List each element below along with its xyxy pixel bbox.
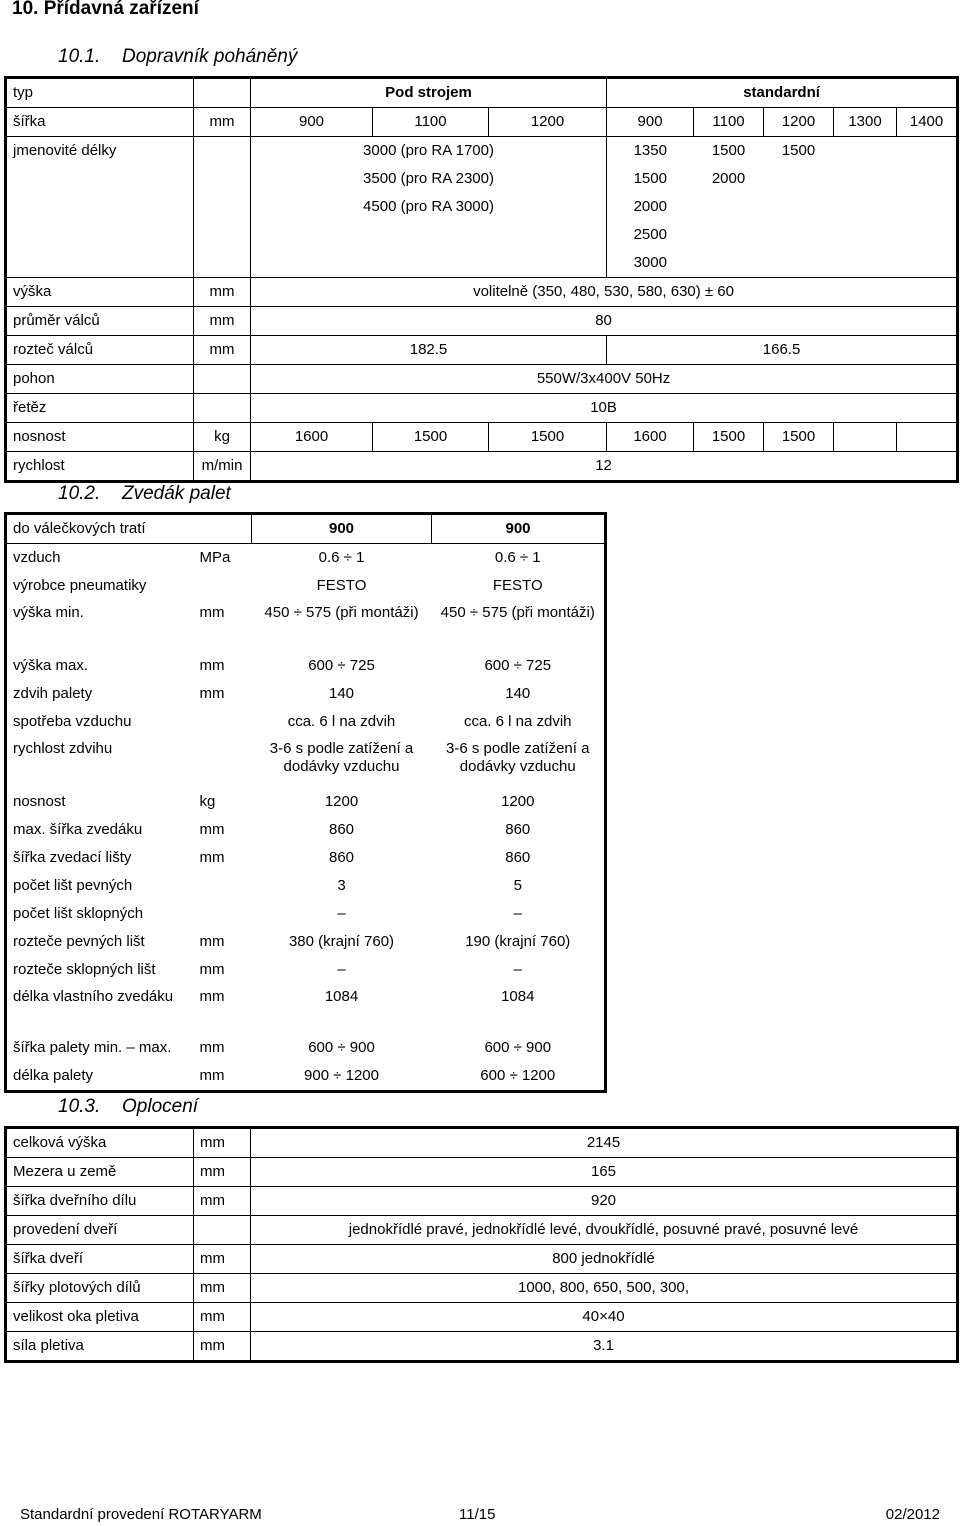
unit: mm — [194, 1274, 251, 1303]
table-row — [6, 452, 958, 482]
row-label: šířka dveřního dílu — [6, 1187, 194, 1216]
table-cell: 1200 — [764, 108, 834, 137]
table-row — [6, 736, 606, 788]
row-label: počet lišt sklopných — [13, 905, 144, 922]
pallet-lift-table — [4, 512, 607, 1093]
table-row — [6, 1303, 958, 1332]
table-row — [6, 394, 958, 423]
table-cell: jednokřídlé pravé, jednokřídlé levé, dvoukřídlé, posuvné pravé, posuvné levé — [251, 1216, 958, 1245]
row-label: celková výška — [6, 1128, 194, 1158]
table-row — [6, 600, 606, 652]
table-cell: 1200 — [501, 793, 535, 810]
table-cell: 3.1 — [251, 1332, 958, 1362]
table-row — [6, 1062, 606, 1092]
group-header-standard: standardní — [607, 78, 958, 108]
table-cell: 1500 — [764, 423, 834, 452]
table-cell: 3000 — [607, 249, 694, 278]
table-row — [6, 221, 958, 249]
table-cell: 10B — [251, 394, 958, 423]
row-label: rychlost — [13, 457, 65, 474]
unit: mm — [194, 108, 251, 137]
table-cell: 920 — [251, 1187, 958, 1216]
row-label: jmenovité délky — [13, 142, 117, 159]
unit: mm — [194, 1158, 251, 1187]
table-cell: 2000 — [711, 170, 746, 187]
table-row — [6, 165, 958, 193]
table-row — [6, 1128, 958, 1158]
row-label: rychlost zdvihu — [13, 740, 113, 757]
table-row — [6, 137, 958, 166]
row-label: šířka palety min. – max. — [13, 1039, 172, 1056]
table-cell: 5 — [513, 877, 522, 894]
table-cell: – — [513, 905, 522, 922]
unit: mm — [199, 961, 225, 978]
table-cell: 860 — [505, 849, 531, 866]
table-cell: 40×40 — [251, 1303, 958, 1332]
table-cell: 80 — [251, 307, 958, 336]
table-row — [6, 680, 606, 708]
column-header: 900 — [252, 514, 432, 544]
unit: mm — [199, 1067, 225, 1084]
table-cell: 1084 — [501, 988, 535, 1005]
table-row — [6, 1216, 958, 1245]
row-label: výrobce pneumatiky — [13, 577, 147, 594]
row-label: nosnost — [6, 423, 194, 452]
table-row — [6, 788, 606, 816]
table-cell: 0.6 ÷ 1 — [494, 549, 541, 566]
table-cell: 600 ÷ 725 — [308, 657, 375, 674]
unit — [194, 1216, 251, 1245]
row-label: rozteče pevných lišt — [13, 933, 145, 950]
unit: mm — [199, 849, 225, 866]
row-label: rozteč válců — [6, 336, 194, 365]
table-cell: 860 — [328, 849, 355, 866]
row-label: zdvih palety — [13, 685, 93, 702]
table-cell: FESTO — [492, 577, 543, 594]
section-heading-pallet-lift — [58, 483, 231, 505]
unit: kg — [194, 423, 251, 452]
row-label: výška max. — [13, 657, 89, 674]
row-label: spotřeba vzduchu — [13, 713, 132, 730]
table-row — [6, 1245, 958, 1274]
table-cell: 3500 (pro RA 2300) — [251, 165, 607, 193]
row-label: šířka — [6, 108, 194, 137]
table-cell: 0.6 ÷ 1 — [318, 549, 365, 566]
unit: mm — [199, 988, 225, 1005]
section-title: Dopravník poháněný — [122, 46, 298, 67]
table-cell: 600 ÷ 1200 — [480, 1067, 556, 1084]
section-number: 10.2. — [58, 483, 101, 504]
table-row — [6, 872, 606, 900]
table-row — [6, 572, 606, 600]
table-cell: 1200 — [489, 108, 607, 137]
table-cell: 860 — [505, 821, 531, 838]
table-cell: 166.5 — [607, 336, 958, 365]
table-cell: 3 — [337, 877, 346, 894]
unit: kg — [199, 793, 216, 810]
table-cell: 1500 — [373, 423, 489, 452]
table-cell: 1200 — [324, 793, 359, 810]
table-cell: 380 (krajní 760) — [288, 933, 395, 950]
table-row — [6, 78, 958, 108]
unit: mm — [199, 1039, 225, 1056]
table-cell: 600 ÷ 900 — [308, 1039, 375, 1056]
table-row — [6, 1274, 958, 1303]
table-row — [6, 249, 958, 278]
row-label: šířka dveří — [6, 1245, 194, 1274]
unit: mm — [199, 604, 225, 621]
table-cell: cca. 6 l na zdvih — [287, 713, 396, 730]
table-row — [6, 544, 606, 573]
table-cell: 3-6 s podle zatížení a dodávky vzduchu — [446, 740, 590, 775]
unit: mm — [194, 1187, 251, 1216]
table-row — [6, 984, 606, 1034]
unit: m/min — [194, 452, 251, 482]
unit: mm — [194, 307, 251, 336]
row-label: max. šířka zvedáku — [13, 821, 143, 838]
table-cell: 3000 (pro RA 1700) — [251, 137, 607, 166]
group-header-under-machine: Pod strojem — [251, 78, 607, 108]
table-row — [6, 956, 606, 984]
row-label: řetěz — [6, 394, 194, 423]
unit: mm — [194, 1245, 251, 1274]
row-label: rozteče sklopných lišt — [13, 961, 156, 978]
table-cell: 600 ÷ 900 — [484, 1039, 552, 1056]
table-row — [6, 514, 606, 544]
section-heading-fencing — [58, 1096, 198, 1118]
table-row — [6, 900, 606, 928]
unit — [194, 736, 252, 788]
table-row — [6, 336, 958, 365]
unit: mm — [194, 1332, 251, 1362]
table-cell: 860 — [328, 821, 355, 838]
table-cell: 12 — [251, 452, 958, 482]
table-cell: 182.5 — [251, 336, 607, 365]
table-cell: 1500 — [607, 165, 694, 193]
table-cell: 550W/3x400V 50Hz — [251, 365, 958, 394]
row-label: provedení dveří — [6, 1216, 194, 1245]
table-cell: 1400 — [897, 108, 958, 137]
row-label: průměr válců — [6, 307, 194, 336]
table-cell: – — [513, 961, 522, 978]
footer-document-name: Standardní provedení ROTARYARM — [20, 1506, 262, 1523]
row-label: pohon — [6, 365, 194, 394]
section-title: Oplocení — [122, 1096, 199, 1117]
unit — [194, 872, 252, 900]
row-label: velikost oka pletiva — [6, 1303, 194, 1332]
table-row — [6, 708, 606, 736]
row-label: typ — [6, 78, 194, 108]
section-number: 10.1. — [58, 46, 101, 67]
row-label: délka palety — [13, 1067, 94, 1084]
unit: mm — [199, 933, 225, 950]
table-cell: 900 — [251, 108, 373, 137]
row-label: počet lišt pevných — [13, 877, 133, 894]
table-cell: 140 — [505, 685, 531, 702]
conveyor-table — [4, 76, 959, 483]
table-cell: – — [337, 905, 346, 922]
table-row — [6, 307, 958, 336]
table-row — [6, 193, 958, 221]
row-label: do válečkových tratí — [6, 514, 194, 544]
row-label: výška min. — [13, 604, 84, 621]
table-cell: 1500 — [694, 423, 764, 452]
table-cell: 1300 — [834, 108, 897, 137]
unit — [194, 572, 252, 600]
row-label: výška — [6, 278, 194, 307]
section-heading-conveyor — [58, 46, 297, 68]
row-label: délka vlastního zvedáku — [13, 988, 174, 1005]
table-row — [6, 1332, 958, 1362]
table-cell: 450 ÷ 575 (při montáži) — [264, 604, 419, 621]
table-cell: volitelně (350, 480, 530, 580, 630) ± 60 — [251, 278, 958, 307]
table-row — [6, 108, 958, 137]
table-cell: 600 ÷ 725 — [484, 657, 552, 674]
table-row — [6, 423, 958, 452]
table-cell: 450 ÷ 575 (při montáži) — [440, 604, 595, 621]
table-cell: 2000 — [607, 193, 694, 221]
table-cell: FESTO — [316, 577, 367, 594]
section-title: Zvedák palet — [122, 483, 231, 504]
table-cell: 1084 — [324, 988, 359, 1005]
table-row — [6, 1187, 958, 1216]
unit: mm — [194, 336, 251, 365]
table-cell: 165 — [251, 1158, 958, 1187]
table-cell: 1100 — [373, 108, 489, 137]
footer-date: 02/2012 — [885, 1506, 940, 1523]
table-cell: 1000, 800, 650, 500, 300, — [251, 1274, 958, 1303]
table-cell: 1600 — [251, 423, 373, 452]
unit: mm — [199, 657, 225, 674]
unit: mm — [194, 1303, 251, 1332]
row-label: nosnost — [13, 793, 66, 810]
page-title: 10. Přídavná zařízení — [12, 0, 199, 19]
table-cell: 190 (krajní 760) — [465, 933, 571, 950]
table-cell: 140 — [328, 685, 355, 702]
unit: mm — [194, 278, 251, 307]
unit: MPa — [199, 549, 231, 566]
row-label: Mezera u země — [6, 1158, 194, 1187]
table-cell: 900 — [607, 108, 694, 137]
table-cell: 900 ÷ 1200 — [304, 1067, 379, 1084]
table-row — [6, 1034, 606, 1062]
unit: mm — [199, 821, 225, 838]
table-cell: 1500 — [781, 142, 816, 159]
table-row — [6, 844, 606, 872]
unit: mm — [199, 685, 225, 702]
table-cell: 3-6 s podle zatížení a dodávky vzduchu — [269, 740, 414, 775]
table-cell: – — [337, 961, 346, 978]
table-cell: 2145 — [251, 1128, 958, 1158]
row-label: síla pletiva — [13, 1337, 84, 1354]
table-cell: 1600 — [607, 423, 694, 452]
table-cell: 1500 — [711, 142, 746, 159]
unit: mm — [194, 1128, 251, 1158]
table-cell: 1500 — [489, 423, 607, 452]
table-row — [6, 652, 606, 680]
column-header: 900 — [432, 514, 606, 544]
row-label: šířky plotových dílů — [6, 1274, 194, 1303]
table-row — [6, 816, 606, 844]
table-row — [6, 928, 606, 956]
table-cell: 800 jednokřídlé — [251, 1245, 958, 1274]
footer-page-number: 11/15 — [459, 1506, 496, 1523]
table-cell: cca. 6 l na zdvih — [463, 713, 572, 730]
table-cell: 4500 (pro RA 3000) — [251, 193, 607, 221]
fencing-table — [4, 1126, 959, 1363]
table-cell: 2500 — [607, 221, 694, 249]
table-row — [6, 365, 958, 394]
table-row — [6, 1158, 958, 1187]
table-cell: 1350 — [607, 137, 694, 166]
table-row — [6, 278, 958, 307]
row-label: šířka zvedací lišty — [13, 849, 132, 866]
unit — [194, 900, 252, 928]
section-number: 10.3. — [58, 1096, 101, 1117]
table-cell: 1100 — [694, 108, 764, 137]
unit — [194, 708, 252, 736]
row-label: vzduch — [13, 549, 61, 566]
